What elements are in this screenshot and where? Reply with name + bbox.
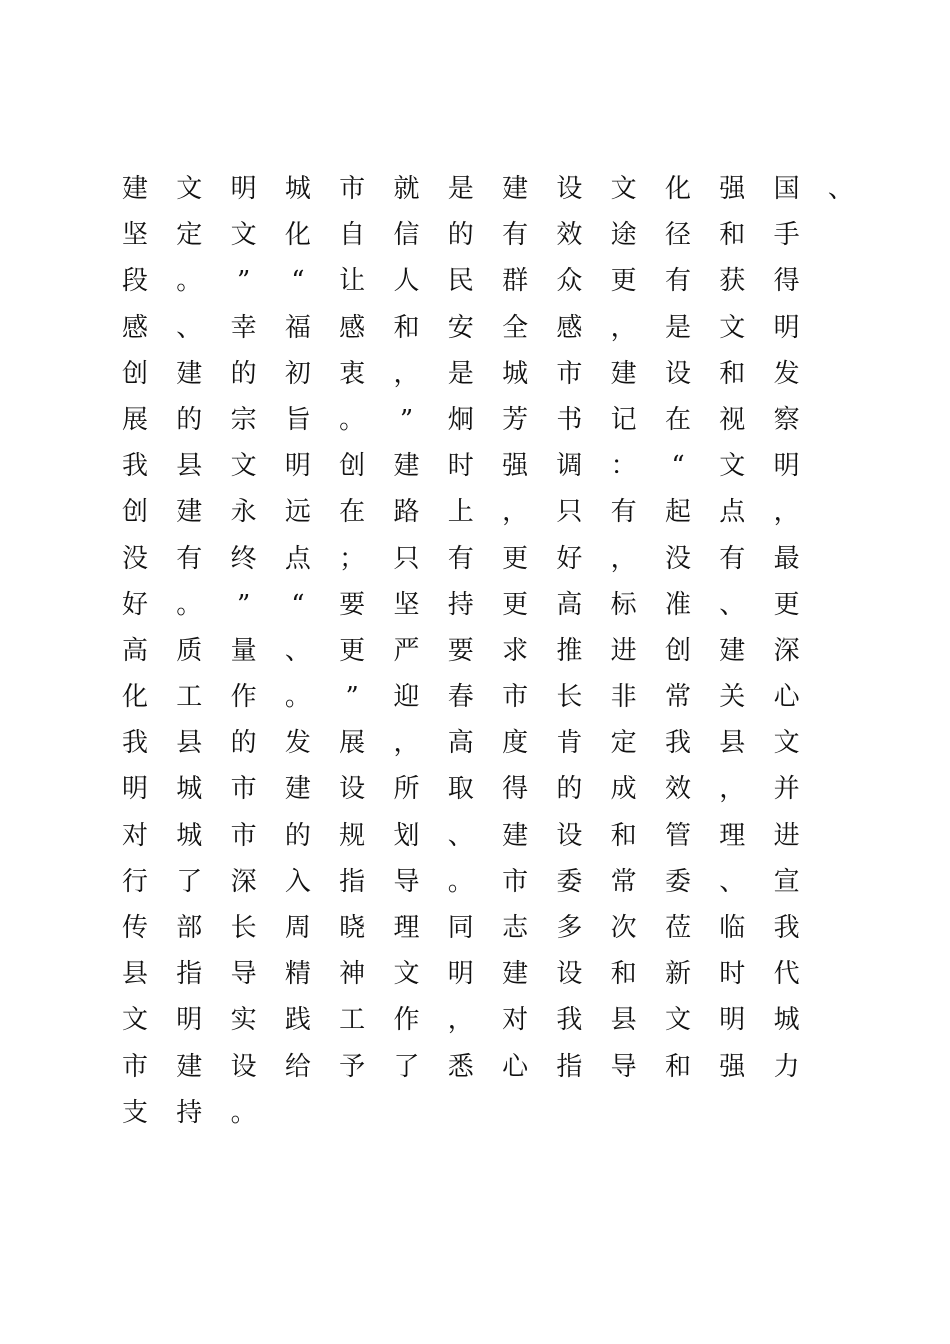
text-char: 工 [176, 682, 203, 713]
text-char: 没 [664, 543, 691, 574]
text-char: 市 [339, 174, 366, 204]
text-char: 上 [447, 497, 474, 528]
text-char: 和 [393, 312, 420, 343]
text-char: 志 [502, 913, 529, 943]
text-char: 和 [719, 220, 746, 251]
text-char: 更 [502, 543, 529, 574]
text-char: 感 [339, 312, 366, 343]
text-char: 春 [447, 682, 474, 713]
text-char: 成 [610, 774, 637, 805]
text-char: 的 [556, 774, 583, 805]
text-char: 肯 [556, 728, 583, 759]
text-char: 文 [393, 959, 420, 990]
text-char: 临 [719, 913, 746, 943]
text-line [120, 674, 850, 720]
text-char: “ [671, 451, 685, 482]
text-char: 宣 [773, 866, 800, 897]
text-char: 文 [610, 174, 637, 204]
text-char: 获 [719, 266, 746, 297]
text-char: 设 [230, 1051, 257, 1082]
text-char: 传 [121, 913, 148, 943]
text-char: 市 [502, 682, 529, 713]
text-char: 明 [773, 312, 800, 343]
text-char: 高 [121, 635, 148, 666]
text-char: 我 [121, 451, 148, 482]
text-char: 创 [121, 358, 148, 389]
text-line [120, 1090, 850, 1136]
text-char: 城 [284, 174, 311, 204]
text-line [120, 582, 850, 628]
text-char: 建 [610, 358, 637, 389]
text-char: 委 [664, 866, 691, 897]
text-char: 有 [176, 543, 203, 574]
text-char: 建 [176, 497, 203, 528]
text-char: 践 [284, 1005, 311, 1036]
text-char: 和 [610, 820, 637, 851]
text-char: 众 [556, 266, 583, 297]
text-char: 旨 [284, 404, 311, 435]
text-char: 持 [447, 589, 474, 620]
text-line [120, 951, 850, 997]
text-char: 永 [230, 497, 257, 528]
text-line [120, 997, 850, 1043]
text-char: 点 [284, 543, 311, 574]
text-char: 长 [556, 682, 583, 713]
text-char: 准 [664, 589, 691, 620]
text-char: 得 [502, 774, 529, 805]
text-char: 标 [610, 589, 637, 620]
text-char: 文 [121, 1005, 148, 1036]
text-char: 在 [664, 404, 691, 435]
text-line [120, 628, 850, 674]
text-char: 市 [230, 774, 257, 805]
text-char: 明 [719, 1005, 746, 1036]
text-char: 让 [339, 266, 366, 297]
text-char: 并 [773, 774, 800, 805]
text-char: 衷 [339, 358, 366, 389]
text-char: 有 [664, 266, 691, 297]
text-char: 是 [447, 174, 474, 204]
text-char: 、 [284, 635, 311, 666]
text-char: 进 [773, 820, 800, 851]
text-char: 在 [339, 497, 366, 528]
text-char: ： [610, 451, 637, 482]
text-char: 量 [230, 635, 257, 666]
text-char: ， [773, 497, 800, 528]
text-char: 入 [284, 866, 311, 897]
text-char: 展 [339, 728, 366, 759]
text-char: 有 [610, 497, 637, 528]
text-char: 和 [719, 358, 746, 389]
text-char: 宗 [230, 404, 257, 435]
text-char: 定 [610, 728, 637, 759]
text-char: 群 [502, 266, 529, 297]
text-char: 全 [502, 312, 529, 343]
text-line [120, 905, 850, 951]
text-char: 市 [121, 1051, 148, 1082]
text-char: 视 [719, 404, 746, 435]
text-char: 、 [176, 312, 203, 343]
text-char: 记 [610, 404, 637, 435]
text-char: 取 [447, 774, 474, 805]
text-char: 。 [176, 589, 203, 620]
text-char: ” [345, 682, 359, 713]
text-char: 创 [339, 451, 366, 482]
text-char: 是 [664, 312, 691, 343]
text-char: 规 [339, 820, 366, 851]
text-char: 常 [664, 682, 691, 713]
text-char: 坚 [121, 220, 148, 251]
text-line [120, 859, 850, 905]
text-line [120, 1044, 850, 1090]
text-char: 。 [447, 866, 474, 897]
text-char: 初 [284, 358, 311, 389]
text-char: 好 [121, 589, 148, 620]
text-char: 有 [719, 543, 746, 574]
text-char: 有 [447, 543, 474, 574]
text-line [120, 305, 850, 351]
text-char: 明 [447, 959, 474, 990]
text-char: 起 [664, 497, 691, 528]
text-line [120, 766, 850, 812]
text-char: 心 [502, 1051, 529, 1082]
text-char: 径 [664, 220, 691, 251]
text-char: 高 [447, 728, 474, 759]
text-char: 建 [502, 820, 529, 851]
text-char: 时 [719, 959, 746, 990]
text-char: 强 [719, 174, 746, 204]
text-char: 坚 [393, 589, 420, 620]
text-char: 明 [284, 451, 311, 482]
text-char: 更 [339, 635, 366, 666]
text-char: 强 [719, 1051, 746, 1082]
text-char: 就 [393, 174, 420, 204]
text-char: 深 [230, 866, 257, 897]
text-char: 迎 [393, 682, 420, 713]
text-char: 神 [339, 959, 366, 990]
text-char: 导 [610, 1051, 637, 1082]
text-char: 我 [556, 1005, 583, 1036]
text-char: 行 [121, 866, 148, 897]
text-char: 了 [176, 866, 203, 897]
text-char: 感 [556, 312, 583, 343]
text-char: 建 [284, 774, 311, 805]
text-char: 长 [230, 913, 257, 943]
text-char: 要 [447, 635, 474, 666]
text-char: 点 [719, 497, 746, 528]
text-char: 进 [610, 635, 637, 666]
text-char: 建 [176, 1051, 203, 1082]
text-char: 的 [230, 358, 257, 389]
text-char: 展 [121, 404, 148, 435]
text-char: 对 [121, 820, 148, 851]
text-line [120, 351, 850, 397]
text-char: ， [447, 1005, 474, 1036]
text-char: 信 [393, 220, 420, 251]
text-char: 度 [502, 728, 529, 759]
text-char: 非 [610, 682, 637, 713]
text-char: 设 [664, 358, 691, 389]
text-char: 代 [773, 959, 800, 990]
text-char: ， [502, 497, 529, 528]
text-char: 高 [556, 589, 583, 620]
text-char: 芳 [502, 404, 529, 435]
text-char: 。 [339, 404, 366, 435]
text-char: 时 [447, 451, 474, 482]
text-char: 所 [393, 774, 420, 805]
text-char: 的 [176, 404, 203, 435]
text-char: 创 [121, 497, 148, 528]
text-char: 管 [664, 820, 691, 851]
text-char: 文 [719, 451, 746, 482]
text-char: 文 [719, 312, 746, 343]
text-char: 对 [502, 1005, 529, 1036]
text-line [120, 166, 854, 212]
text-char: 精 [284, 959, 311, 990]
text-char: 县 [121, 959, 148, 990]
text-char: 效 [664, 774, 691, 805]
text-char: “ [291, 266, 305, 297]
text-char: 只 [393, 543, 420, 574]
text-char: 工 [339, 1005, 366, 1036]
text-char: 划 [393, 820, 420, 851]
text-char: 设 [339, 774, 366, 805]
text-char: 手 [773, 220, 800, 251]
text-char: 和 [610, 959, 637, 990]
text-line [120, 443, 850, 489]
text-char: 作 [230, 682, 257, 713]
text-char: 城 [502, 358, 529, 389]
text-line [120, 813, 850, 859]
text-char: 远 [284, 497, 311, 528]
text-char: 察 [773, 404, 800, 435]
text-char: 化 [664, 174, 691, 204]
text-char: 、 [827, 174, 854, 204]
text-char: ， [393, 728, 420, 759]
text-char: 建 [393, 451, 420, 482]
text-char: 福 [284, 312, 311, 343]
text-char: 力 [773, 1051, 800, 1082]
text-char: 的 [284, 820, 311, 851]
text-char: 途 [610, 220, 637, 251]
text-char: 深 [773, 635, 800, 666]
text-char: 质 [176, 635, 203, 666]
text-char: 城 [176, 820, 203, 851]
text-char: 同 [447, 913, 474, 943]
text-char: 导 [230, 959, 257, 990]
text-char: 只 [556, 497, 583, 528]
text-char: 化 [121, 682, 148, 713]
text-char: 我 [773, 913, 800, 943]
text-char: ； [339, 543, 366, 574]
text-char: 发 [773, 358, 800, 389]
text-char: 文 [664, 1005, 691, 1036]
text-char: 文 [176, 174, 203, 204]
text-char: 和 [664, 1051, 691, 1082]
text-char: 终 [230, 543, 257, 574]
text-char: 市 [230, 820, 257, 851]
text-char: 幸 [230, 312, 257, 343]
text-char: 段 [121, 266, 148, 297]
text-char: ” [236, 589, 251, 620]
text-char: 创 [664, 635, 691, 666]
text-char: 国 [773, 174, 800, 204]
text-char: 发 [284, 728, 311, 759]
text-char: 求 [502, 635, 529, 666]
text-char: 调 [556, 451, 583, 482]
text-char: ” [236, 266, 251, 297]
text-char: 市 [502, 866, 529, 897]
text-char: 、 [447, 820, 474, 851]
text-char: 。 [176, 266, 203, 297]
text-char: 委 [556, 866, 583, 897]
text-char: 路 [393, 497, 420, 528]
text-char: 建 [121, 174, 148, 204]
text-char: 周 [284, 913, 311, 943]
text-line [120, 212, 850, 258]
text-char: 得 [773, 266, 800, 297]
text-char: 建 [502, 959, 529, 990]
text-char: 明 [121, 774, 148, 805]
text-char: 建 [176, 358, 203, 389]
text-char: 。 [230, 1097, 257, 1128]
text-char: 明 [176, 1005, 203, 1036]
text-char: 推 [556, 635, 583, 666]
text-char: 理 [719, 820, 746, 851]
text-char: 多 [556, 913, 583, 943]
text-char: 县 [176, 451, 203, 482]
text-char: 导 [393, 866, 420, 897]
text-char: 没 [121, 543, 148, 574]
text-char: 指 [556, 1051, 583, 1082]
text-char: 我 [664, 728, 691, 759]
text-char: 指 [339, 866, 366, 897]
text-char: 我 [121, 728, 148, 759]
text-char: 市 [556, 358, 583, 389]
text-char: 更 [502, 589, 529, 620]
text-char: 指 [176, 959, 203, 990]
text-char: 要 [339, 589, 366, 620]
text-char: 部 [176, 913, 203, 943]
text-char: 心 [773, 682, 800, 713]
text-char: 设 [556, 959, 583, 990]
text-char: 的 [230, 728, 257, 759]
text-char: ， [719, 774, 746, 805]
text-char: 持 [176, 1097, 203, 1128]
text-char: 明 [773, 451, 800, 482]
text-char: 悉 [447, 1051, 474, 1082]
text-char: 常 [610, 866, 637, 897]
text-char: 支 [121, 1097, 148, 1128]
text-char: 建 [719, 635, 746, 666]
text-line [120, 536, 850, 582]
text-char: 的 [447, 220, 474, 251]
text-char: 人 [393, 266, 420, 297]
text-char: 明 [230, 174, 257, 204]
text-char: 严 [393, 635, 420, 666]
text-char: “ [291, 589, 305, 620]
text-char: 文 [773, 728, 800, 759]
text-line [120, 720, 850, 766]
text-char: 感 [121, 312, 148, 343]
text-char: 效 [556, 220, 583, 251]
text-char: 安 [447, 312, 474, 343]
text-char: 予 [339, 1051, 366, 1082]
text-line [120, 397, 850, 443]
text-char: 新 [664, 959, 691, 990]
text-char: 次 [610, 913, 637, 943]
text-char: 定 [176, 220, 203, 251]
text-char: 好 [556, 543, 583, 574]
text-char: 化 [284, 220, 311, 251]
text-char: ” [399, 404, 414, 435]
text-line [120, 489, 850, 535]
text-char: 设 [556, 174, 583, 204]
text-char: 强 [502, 451, 529, 482]
text-char: 实 [230, 1005, 257, 1036]
text-char: 城 [176, 774, 203, 805]
text-char: 县 [719, 728, 746, 759]
text-char: 莅 [664, 913, 691, 943]
text-char: ， [610, 543, 637, 574]
text-char: 、 [719, 866, 746, 897]
text-char: 是 [447, 358, 474, 389]
text-char: 县 [176, 728, 203, 759]
text-char: 自 [339, 220, 366, 251]
text-char: 更 [773, 589, 800, 620]
text-char: 文 [230, 451, 257, 482]
text-char: 。 [284, 682, 311, 713]
text-char: ， [610, 312, 637, 343]
text-char: 理 [393, 913, 420, 943]
text-char: 给 [284, 1051, 311, 1082]
text-char: 了 [393, 1051, 420, 1082]
text-char: 设 [556, 820, 583, 851]
text-char: 炯 [447, 404, 474, 435]
text-char: 县 [610, 1005, 637, 1036]
text-char: 、 [719, 589, 746, 620]
text-char: 书 [556, 404, 583, 435]
text-char: 晓 [339, 913, 366, 943]
text-char: 更 [610, 266, 637, 297]
text-char: 民 [447, 266, 474, 297]
body-text [120, 166, 854, 1136]
text-char: 城 [773, 1005, 800, 1036]
text-char: 有 [502, 220, 529, 251]
text-char: 建 [502, 174, 529, 204]
text-char: 作 [393, 1005, 420, 1036]
text-char: ， [393, 358, 420, 389]
text-char: 关 [719, 682, 746, 713]
text-line [120, 258, 850, 304]
text-char: 文 [230, 220, 257, 251]
text-char: 最 [773, 543, 800, 574]
